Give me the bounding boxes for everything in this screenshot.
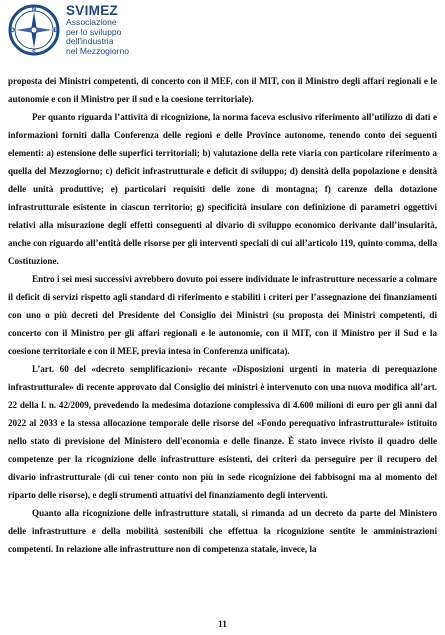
paragraph-3: Entro i sei mesi successivi avrebbero dovuto poi essere individuate le infrastrutture necessarie a colmare il deficit di servizi rispetto agli standard di riferimento e stabiliti i criteri per l’assegnazione dei finanziamenti con uno o più decreti del Presidente del Consiglio dei Ministri (su proposta dei Ministri competenti, di concerto con il Ministro per gli affari regionali e le autonomie, con il MIT, con il Ministro per il Sud e la coesione territoriale e con il MEF, previa intesa in Conferenza unificata). [8, 274, 437, 356]
logo-text [66, 4, 146, 56]
paragraph-5: Quanto alla ricognizione delle infrastrutture statali, si rimanda ad un decreto da parte del Ministero delle infrastrutture e della mobilità sostenibili che effettua la ricognizione sentite le amministrazioni competenti. In relazione alle infrastrutture non di competenza statale, invece, la [8, 508, 437, 554]
logo-sub-line-2: per lo sviluppo [66, 26, 122, 37]
logo-sub-line-4: nel Mezzogiorno [66, 45, 130, 56]
svimez-logo [8, 4, 128, 60]
logo-name: SVIMEZ [66, 3, 119, 18]
compass-letter-s: S [31, 50, 37, 56]
body-text [8, 72, 437, 558]
compass-letter-o: O [10, 28, 15, 34]
compass-letter-n: N [31, 7, 37, 14]
paragraph-1: proposta dei Ministri competenti, di concerto con il MEF, con il MIT, con il Ministro degli affari regionali e le autonomie e con il Ministro per il sud e la coesione territoriale). [8, 76, 437, 104]
logo-sub-line-3: dell'industria [66, 36, 114, 47]
paragraph-4: L’art. 60 del «decreto semplificazioni» recante «Disposizioni urgenti in materia di perequazione infrastrutturale» di recente approvato dal Consiglio dei ministri è intervenuto con una nuova modifica all’art. 22 della l. n. 42/2009, prevedendo la medesima dotazione complessiva di 4.600 milioni di euro per gli anni dal 2022 al 2033 e la stessa allocazione temporale delle risorse del «Fondo perequativo infrastrutturale» istituito nello stato di previsione del Ministero dell'economia e delle finanze. È stato invece rivisto il quadro delle competenze per la ricognizione delle infrastrutture esistenti, dei criteri da perseguire per il recupero del divario infrastrutturale (di cui tener conto non più in sede ricognizione dei fabbisogni ma al momento del riparto delle risorse), e degli strumenti attuativi del finanziamento degli interventi. [8, 364, 437, 500]
page-number: 11 [218, 620, 227, 630]
compass-logo-icon [8, 4, 60, 56]
compass-letter-e: E [53, 28, 58, 34]
logo-sub-line-1: Associazione [66, 17, 117, 27]
paragraph-2: Per quanto riguarda l’attività di ricognizione, la norma faceva esclusivo riferimento all’utilizzo di dati e informazioni forniti dalla Conferenza delle regioni e delle Province autonome, tenendo conto dei seguenti elementi: a) estensione delle superfici territoriali; b) valutazione della rete viaria con particolare riferimento a quella del Mezzogiorno; c) deficit infrastrutturale e deficit di sviluppo; d) densità della popolazione e densità delle unità produttive; e) particolari requisiti delle zone di montagna; f) carenze della dotazione infrastrutturale esistente in ciascun territorio; g) specificità insulare con definizione di parametri oggettivi relativi alla misurazione degli effetti conseguenti al divario di sviluppo economico derivante dall’insularità, anche con riguardo all’entità delle risorse per gli interventi speciali di cui all’articolo 119, quinto comma, della Costituzione. [8, 112, 437, 266]
